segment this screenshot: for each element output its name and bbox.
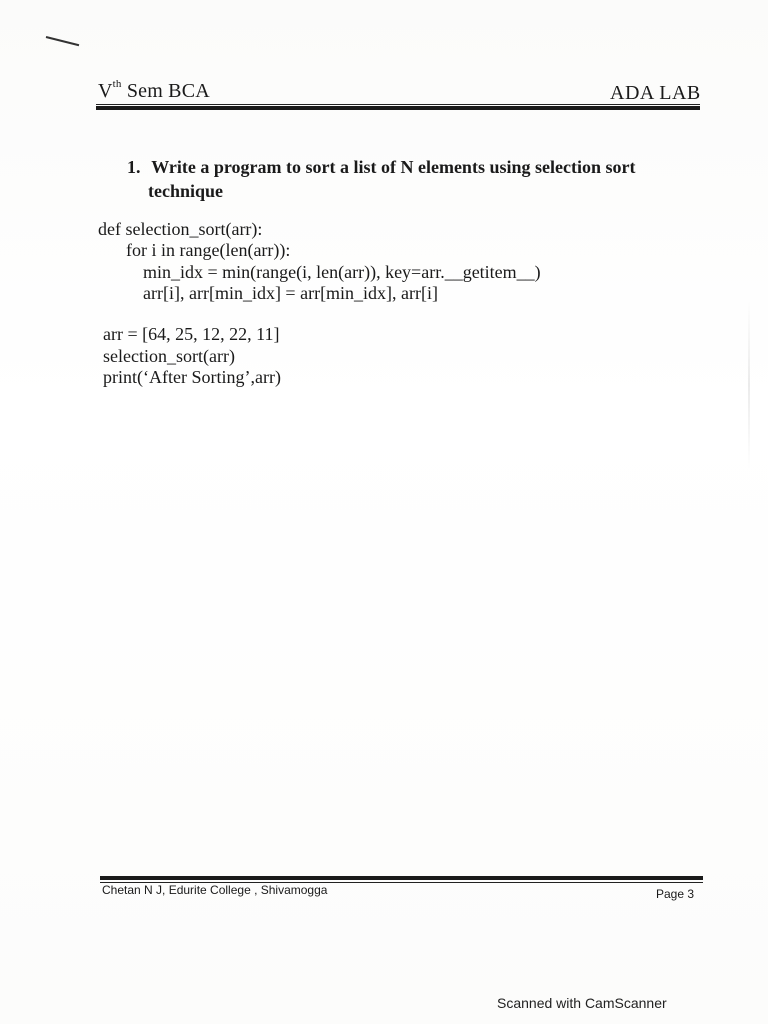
pen-mark	[46, 36, 79, 46]
semester-prefix: V	[98, 80, 113, 102]
question-line-1: Write a program to sort a list of N elements using selection sort	[151, 157, 636, 177]
page-number: Page 3	[656, 887, 695, 901]
question-heading	[127, 155, 687, 203]
scanner-watermark: Scanned with CamScanner	[497, 995, 667, 1011]
header-rule-thin	[96, 104, 700, 105]
code-line: arr = [64, 25, 12, 22, 11]	[103, 324, 280, 344]
code-line: def selection_sort(arr):	[98, 219, 263, 239]
code-line: print(‘After Sorting’,arr)	[103, 367, 281, 387]
code-line: min_idx = min(range(i, len(arr)), key=arr.__getitem__)	[143, 262, 541, 282]
code-line: for i in range(len(arr)):	[126, 240, 291, 260]
scan-shadow	[748, 300, 750, 470]
code-line: selection_sort(arr)	[103, 346, 235, 366]
code-line: arr[i], arr[min_idx] = arr[min_idx], arr[i]	[143, 283, 439, 303]
footer-rule-thick	[100, 876, 703, 880]
question-line-2: technique	[148, 181, 224, 201]
semester-label	[98, 80, 210, 103]
lab-title: ADA LAB	[610, 82, 701, 104]
semester-suffix: th	[112, 78, 122, 91]
footer-author: Chetan N J, Edurite College , Shivamogga	[102, 883, 328, 897]
header-rule-thick	[96, 106, 700, 110]
semester-rest: Sem BCA	[121, 80, 210, 102]
question-number: 1.	[127, 157, 141, 177]
